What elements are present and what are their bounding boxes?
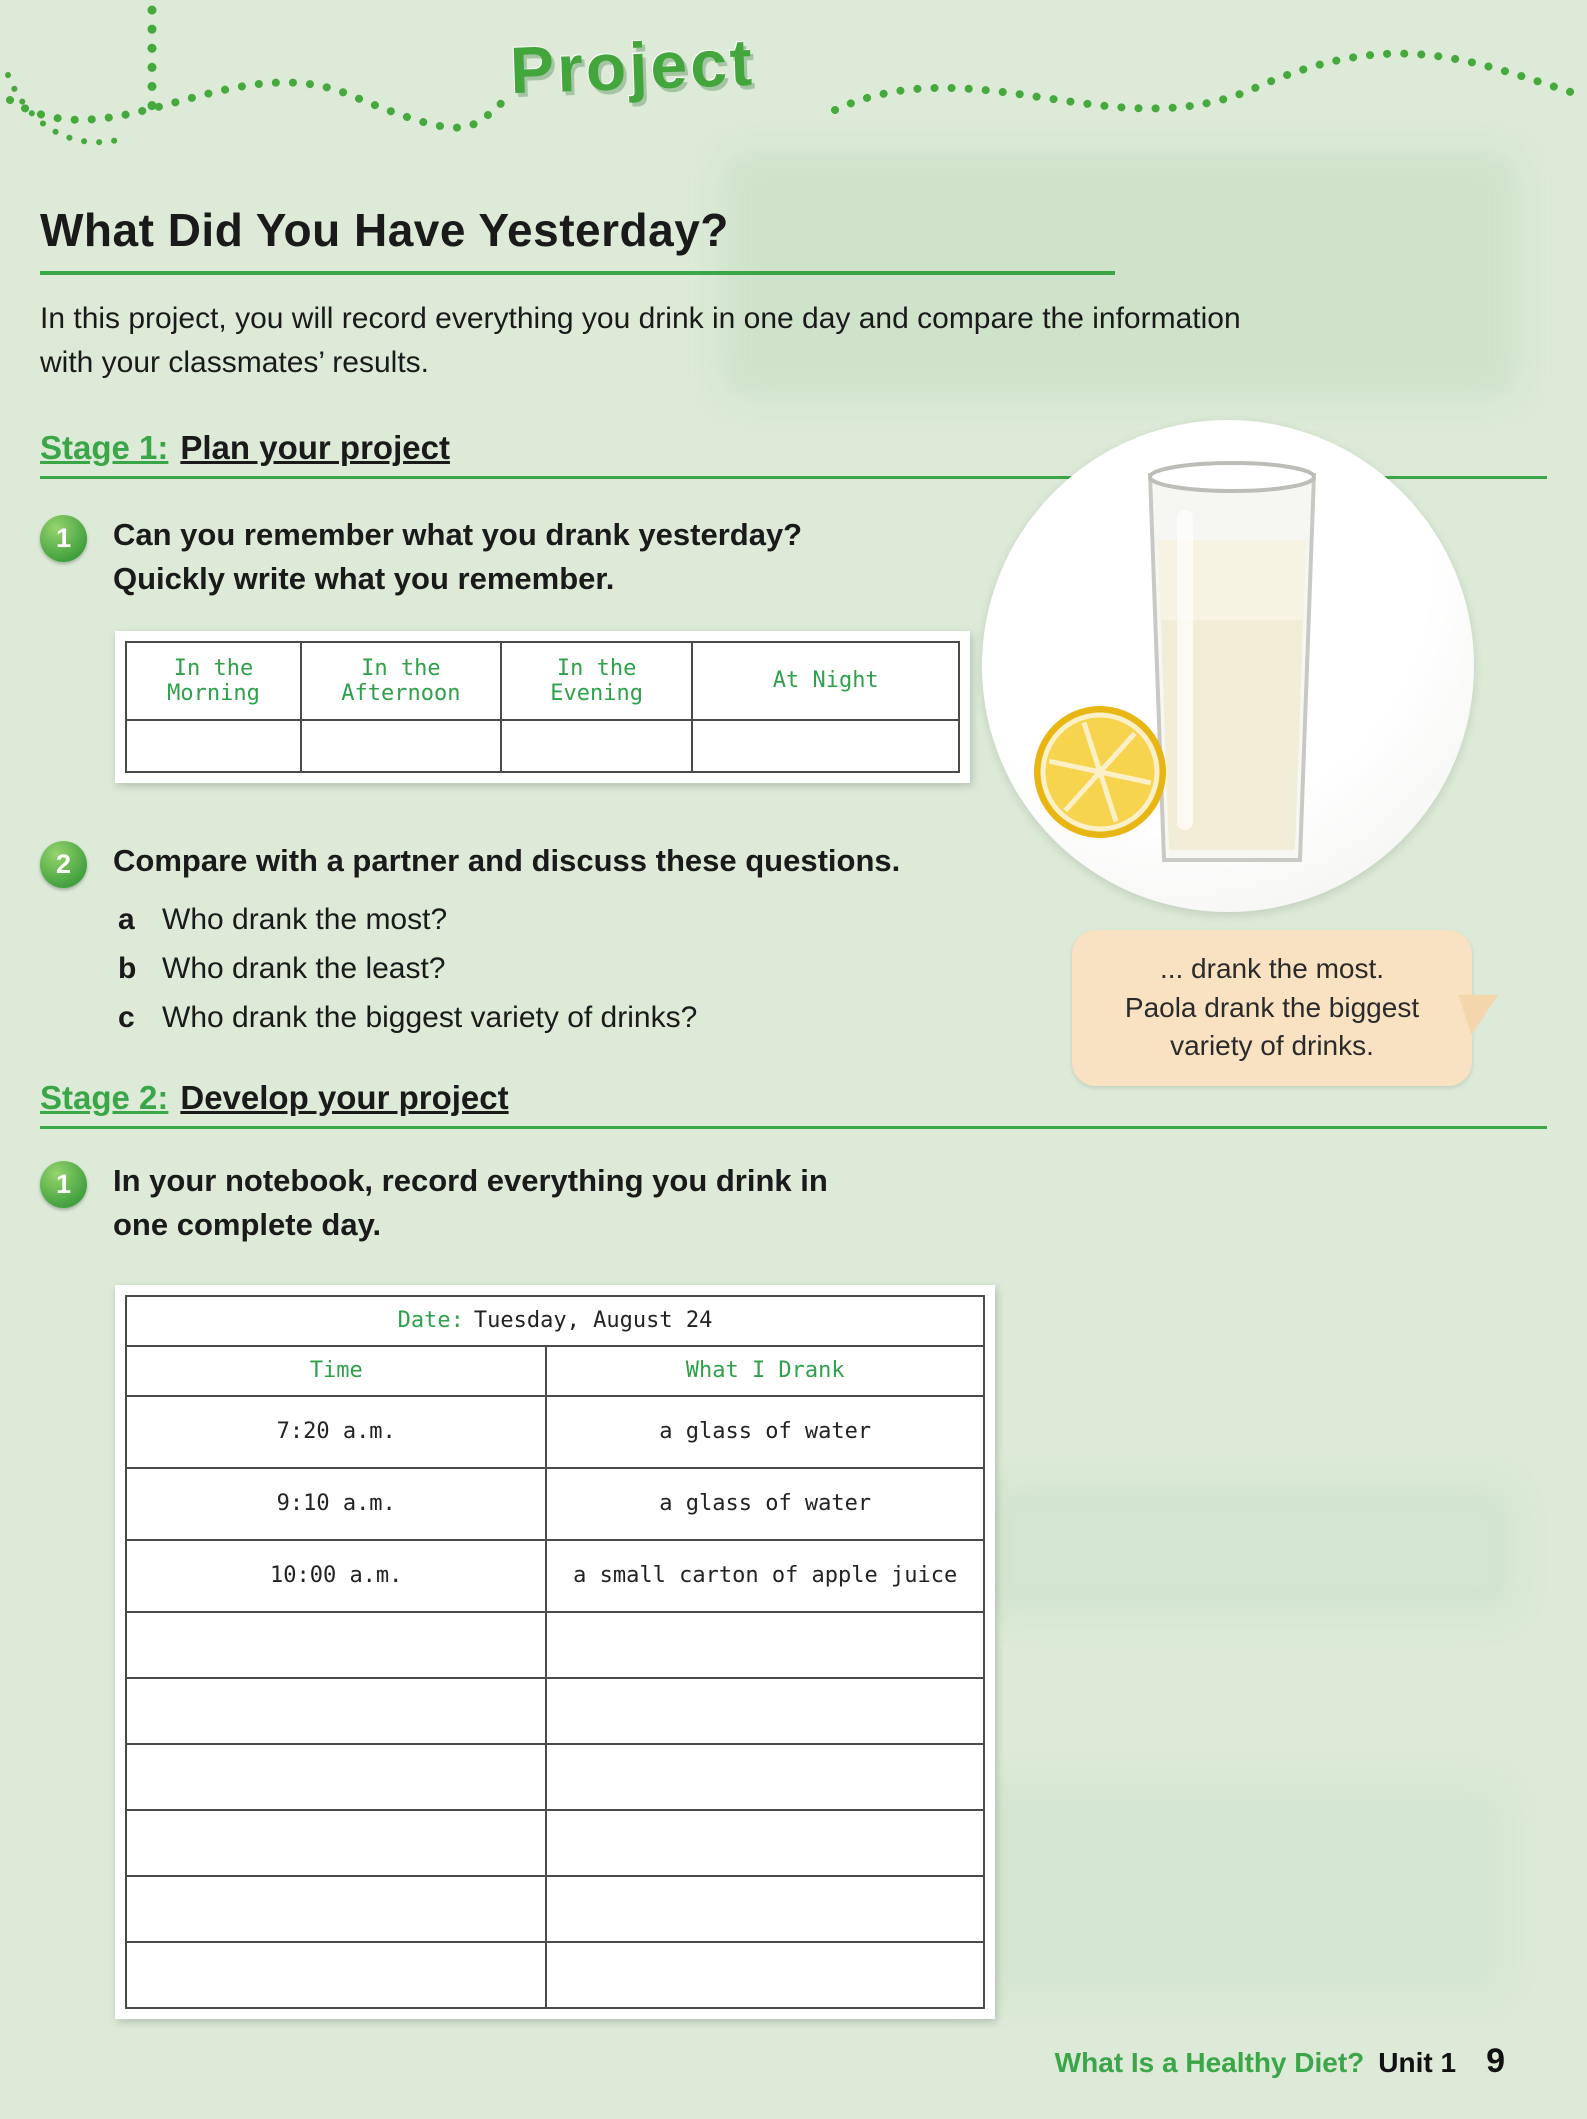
speech-bubble xyxy=(1072,930,1472,1086)
intro-line: In this project, you will record everything you drink in one day and compare the information xyxy=(40,302,1241,335)
empty-cell xyxy=(126,1942,546,2008)
stage1-step2-text: Compare with a partner and discuss these questions. xyxy=(113,842,901,878)
empty-cell xyxy=(546,1678,984,1744)
stage2-title: Develop your project xyxy=(180,1078,509,1116)
stage1-title: Plan your project xyxy=(180,428,450,466)
stage2-label: Stage 2: xyxy=(40,1078,169,1116)
step-text-line: Can you remember what you drank yesterday? xyxy=(113,516,803,552)
diary-drink-cell: a glass of water xyxy=(546,1468,984,1540)
recall-col-header: At Night xyxy=(692,642,959,720)
diary-time-cell: 7:20 a.m. xyxy=(126,1396,546,1468)
recall-empty-row xyxy=(126,720,959,772)
diary-row xyxy=(126,1396,984,1468)
stage1-step1 xyxy=(40,513,960,601)
recall-header-row xyxy=(126,642,959,720)
step-number-badge: 1 xyxy=(40,515,87,562)
empty-cell xyxy=(126,1744,546,1810)
speech-bubble-line: ... drank the most. xyxy=(1159,953,1385,984)
diary-blank-row xyxy=(126,1942,984,2008)
step-text-line: Quickly write what you remember. xyxy=(113,560,615,596)
project-banner-title: Project xyxy=(508,24,756,108)
empty-cell xyxy=(546,1876,984,1942)
intro-line: with your classmates’ results. xyxy=(40,345,430,379)
date-value: Tuesday, August 24 xyxy=(473,1308,713,1334)
stage2-step1 xyxy=(40,1159,960,1247)
recall-table-card xyxy=(115,631,970,783)
diary-blank-row xyxy=(126,1810,984,1876)
footer-page-number: 9 xyxy=(1486,2042,1505,2080)
question-letter: a xyxy=(118,902,135,936)
drink-diary-table xyxy=(125,1295,985,2009)
diary-header-row xyxy=(126,1346,984,1396)
empty-cell xyxy=(546,1744,984,1810)
diary-drink-cell: a glass of water xyxy=(546,1396,984,1468)
question-text: Who drank the least? xyxy=(162,951,446,985)
diary-col-header-drink: What I Drank xyxy=(546,1346,984,1396)
step-number-badge: 2 xyxy=(40,841,87,888)
empty-cell xyxy=(546,1942,984,2008)
empty-cell xyxy=(126,1876,546,1942)
question-text: Who drank the most? xyxy=(162,902,448,936)
diary-blank-row xyxy=(126,1678,984,1744)
empty-cell xyxy=(126,720,301,772)
diary-time-cell: 10:00 a.m. xyxy=(126,1540,546,1612)
diary-row xyxy=(126,1540,984,1612)
diary-time-cell: 9:10 a.m. xyxy=(126,1468,546,1540)
step-text-line: In your notebook, record everything you drink in xyxy=(113,1162,828,1198)
speech-bubble-line: Paola drank the biggest xyxy=(1124,991,1420,1023)
lemonade-photo xyxy=(982,420,1474,912)
question-text: Who drank the biggest variety of drinks? xyxy=(162,1000,698,1034)
page-title: What Did You Have Yesterday? xyxy=(40,203,1115,275)
recall-col-header: In the Afternoon xyxy=(301,642,501,720)
step-text-line: one complete day. xyxy=(113,1206,382,1242)
stage1-label: Stage 1: xyxy=(40,428,169,466)
empty-cell xyxy=(126,1678,546,1744)
footer-book-title: What Is a Healthy Diet? xyxy=(1054,2047,1365,2078)
empty-cell xyxy=(301,720,501,772)
page-footer xyxy=(1055,2042,1505,2081)
empty-cell xyxy=(546,1612,984,1678)
diary-blank-row xyxy=(126,1876,984,1942)
diary-blank-row xyxy=(126,1744,984,1810)
question-letter: c xyxy=(118,1000,135,1034)
intro-paragraph xyxy=(40,297,1547,385)
stage2-heading xyxy=(40,1079,1547,1129)
diary-date-cell xyxy=(126,1296,984,1346)
diary-row xyxy=(126,1468,984,1540)
project-banner xyxy=(0,0,1587,175)
glass-of-lemonade-illustration xyxy=(982,420,1474,912)
empty-cell xyxy=(126,1810,546,1876)
recall-col-header: In the Morning xyxy=(126,642,301,720)
drink-diary-card xyxy=(115,1285,995,2019)
empty-cell xyxy=(692,720,959,772)
diary-blank-row xyxy=(126,1612,984,1678)
footer-unit-label: Unit 1 xyxy=(1378,2047,1457,2078)
empty-cell xyxy=(546,1810,984,1876)
stage2-step1-text xyxy=(113,1159,828,1247)
diary-drink-cell: a small carton of apple juice xyxy=(546,1540,984,1612)
question-letter: b xyxy=(118,951,137,985)
empty-cell xyxy=(126,1612,546,1678)
empty-cell xyxy=(501,720,693,772)
step-number-badge: 1 xyxy=(40,1161,87,1208)
date-label: Date: xyxy=(397,1308,464,1334)
diary-date-row xyxy=(126,1296,984,1346)
stage1-step1-text xyxy=(113,513,802,601)
recall-table xyxy=(125,641,960,773)
diary-col-header-time: Time xyxy=(126,1346,546,1396)
recall-col-header: In the Evening xyxy=(501,642,693,720)
speech-bubble-line: variety of drinks. xyxy=(1170,1030,1374,1062)
